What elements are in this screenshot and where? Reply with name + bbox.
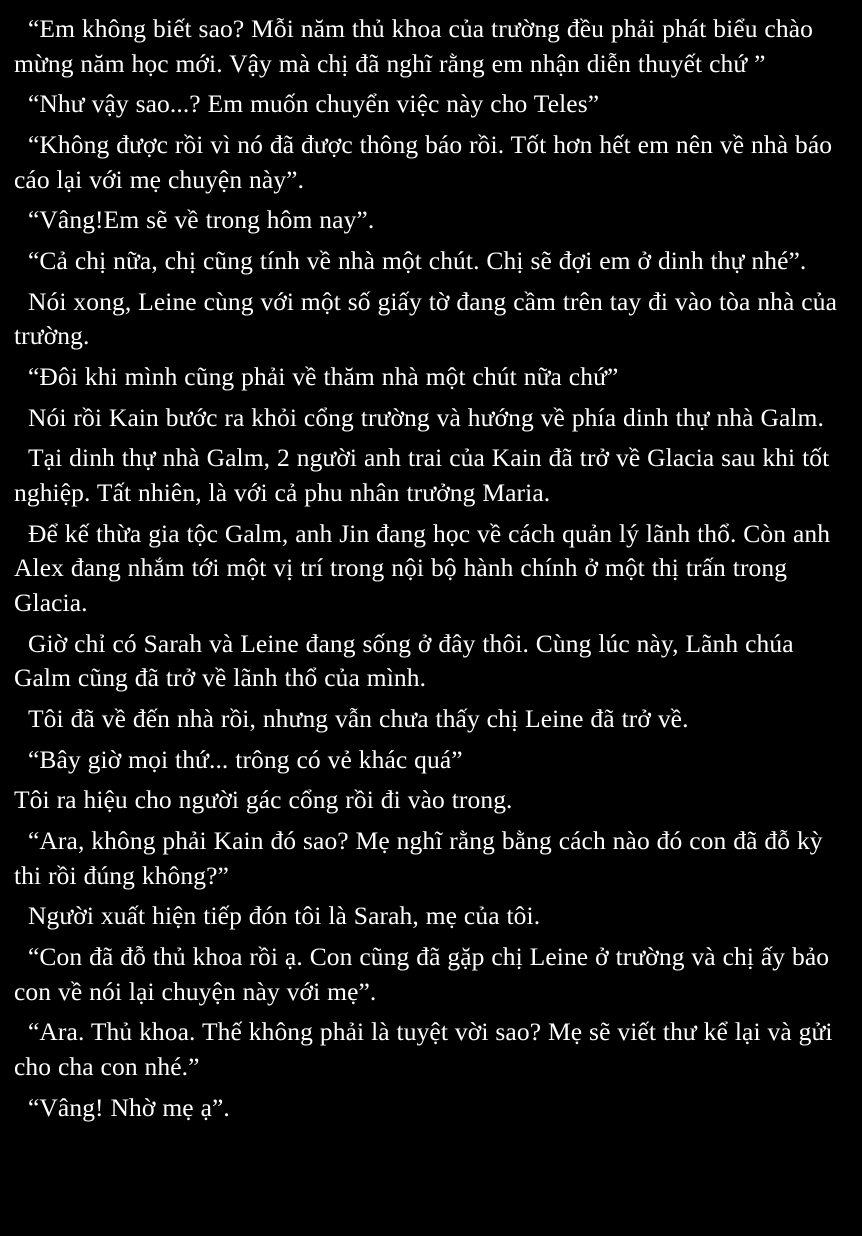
paragraph: “Vâng!Em sẽ về trong hôm nay”.	[28, 205, 375, 235]
paragraph: “Không được rồi vì nó đã được thông báo rồi. Tốt hơn hết em nên về nhà báo cáo lại với mẹ chuyện này”.	[14, 130, 833, 194]
paragraph: Tại dinh thự nhà Galm, 2 người anh trai của Kain đã trở về Glacia sau khi tốt nghiệp. Tất nhiên, là với cả phu nhân trưởng Maria.	[14, 443, 830, 508]
paragraph: “Ara, không phải Kain đó sao? Mẹ nghĩ rằng bằng cách nào đó con đã đỗ kỳ thi rồi đúng không?”	[14, 826, 823, 890]
paragraph: Nói rồi Kain bước ra khỏi cổng trường và hướng về phía dinh thự nhà Galm.	[28, 402, 824, 432]
paragraph: Giờ chỉ có Sarah và Leine đang sống ở đây thôi. Cùng lúc này, Lãnh chúa Galm cũng đã trở về lãnh thổ của mình.	[14, 628, 794, 693]
paragraph: “Con đã đỗ thủ khoa rồi ạ. Con cũng đã gặp chị Leine ở trường và chị ấy bảo con về nói lại chuyện này với mẹ”.	[14, 942, 830, 1006]
paragraph: “Cả chị nữa, chị cũng tính về nhà một chút. Chị sẽ đợi em ở dinh thự nhé”.	[28, 246, 807, 276]
paragraph: “Vâng! Nhờ mẹ ạ”.	[28, 1092, 230, 1122]
paragraph: “Như vậy sao...? Em muốn chuyển việc này cho Teles”	[28, 89, 600, 119]
paragraph: “Đôi khi mình cũng phải về thăm nhà một chút nữa chứ”	[28, 362, 619, 392]
paragraph: Tôi đã về đến nhà rồi, nhưng vẫn chưa thấy chị Leine đã trở về.	[28, 704, 689, 734]
paragraph: Tôi ra hiệu cho người gác cổng rồi đi vào trong.	[14, 785, 513, 815]
novel-text-body	[14, 12, 848, 1125]
paragraph: “Ara. Thủ khoa. Thế không phải là tuyệt vời sao? Mẹ sẽ viết thư kể lại và gửi cho cha con nhé.”	[14, 1017, 833, 1082]
paragraph: “Bây giờ mọi thứ... trông có vẻ khác quá”	[28, 744, 463, 774]
paragraph: Nói xong, Leine cùng với một số giấy tờ đang cầm trên tay đi vào tòa nhà của trường.	[14, 286, 837, 351]
paragraph: Người xuất hiện tiếp đón tôi là Sarah, mẹ của tôi.	[28, 901, 541, 931]
paragraph: Để kế thừa gia tộc Galm, anh Jin đang học về cách quản lý lãnh thổ. Còn anh Alex đang nhắm tới một vị trí trong nội bộ hành chính ở một thị trấn trong Glacia.	[14, 518, 831, 618]
paragraph: “Em không biết sao? Mỗi năm thủ khoa của trường đều phải phát biểu chào mừng năm học mới. Vậy mà chị đã nghĩ rằng em nhận diễn thuyết chứ ”	[14, 14, 813, 78]
